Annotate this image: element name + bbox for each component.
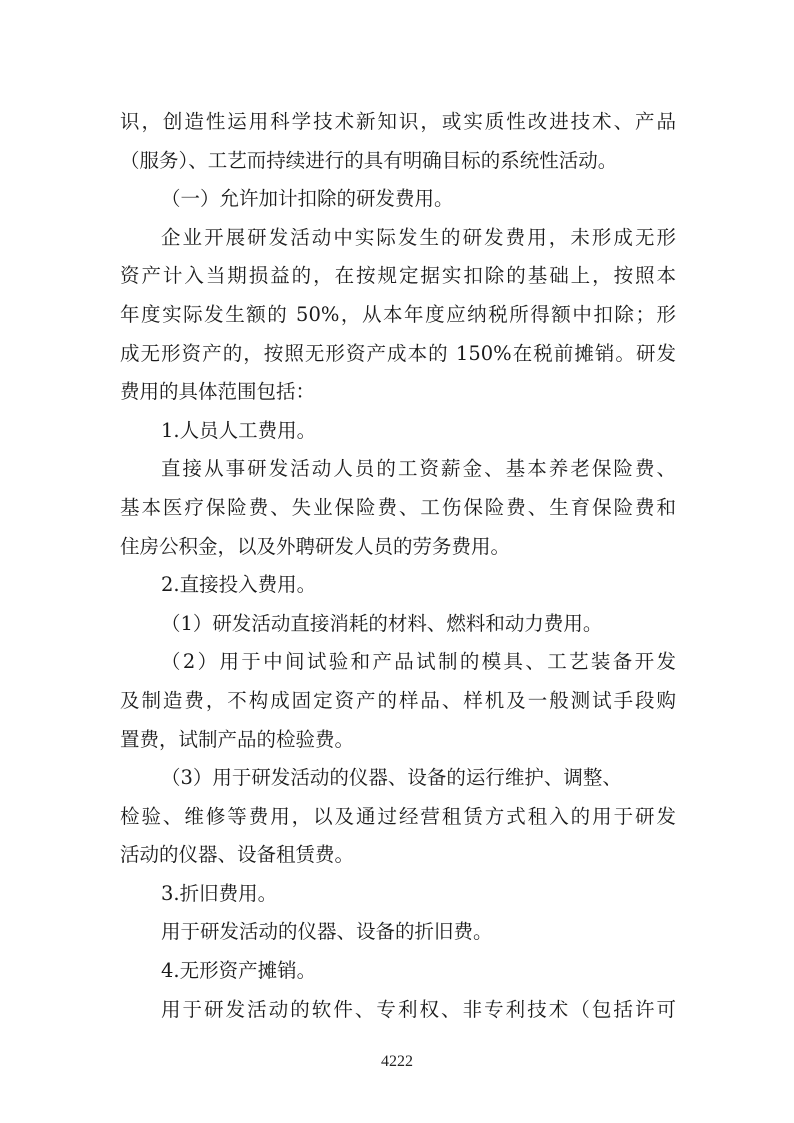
text-line-11: 基本医疗保险费、失业保险费、工伤保险费、生育保险费和 [120,495,676,519]
text-line-2: （服务）、工艺而持续进行的具有明确目标的系统性活动。 [120,148,618,172]
text-line-4: 企业开展研发活动中实际发生的研发费用，未形成无形 [161,225,676,249]
item-heading-intangible-amortization: 4.无形资产摊销。 [161,959,317,983]
page-number: 4222 [381,1053,413,1070]
text-line-18: （3）用于研发活动的仪器、设备的运行维护、调整、 [161,766,622,790]
text-line-22: 用于研发活动的仪器、设备的折旧费。 [161,920,493,944]
text-line-12: 住房公积金，以及外聘研发人员的劳务费用。 [120,534,511,558]
text-line-1: 识，创造性运用科学技术新知识，或实质性改进技术、产品 [120,110,676,133]
item-heading-direct-input: 2.直接投入费用。 [161,573,317,597]
text-line-6: 年度实际发生额的 50%，从本年度应纳税所得额中扣除；形 [120,302,676,326]
item-heading-depreciation: 3.折旧费用。 [161,881,278,905]
text-line-17: 置费，试制产品的检验费。 [120,727,355,751]
text-line-5: 资产计入当期损益的，在按规定据实扣除的基础上，按照本 [120,264,676,288]
text-line-14: （1）研发活动直接消耗的材料、燃料和动力费用。 [161,611,603,635]
text-line-7: 成无形资产的，按照无形资产成本的 150%在税前摊销。研发 [120,341,676,365]
text-line-24: 用于研发活动的软件、专利权、非专利技术（包括许可 [161,997,676,1021]
text-line-10: 直接从事研发活动人员的工资薪金、基本养老保险费、 [161,457,676,481]
document-body [120,103,676,1029]
item-heading-personnel: 1.人员人工费用。 [161,418,317,442]
text-line-8: 费用的具体范围包括： [120,380,316,404]
text-line-15: （2）用于中间试验和产品试制的模具、工艺装备开发 [161,650,676,674]
text-line-20: 活动的仪器、设备租赁费。 [120,843,355,867]
section-heading-allowed-rd-expenses: （一）允许加计扣除的研发费用。 [161,187,454,211]
text-line-16: 及制造费，不构成固定资产的样品、样机及一般测试手段购 [120,688,676,712]
text-line-19: 检验、维修等费用，以及通过经营租赁方式租入的用于研发 [120,804,676,828]
